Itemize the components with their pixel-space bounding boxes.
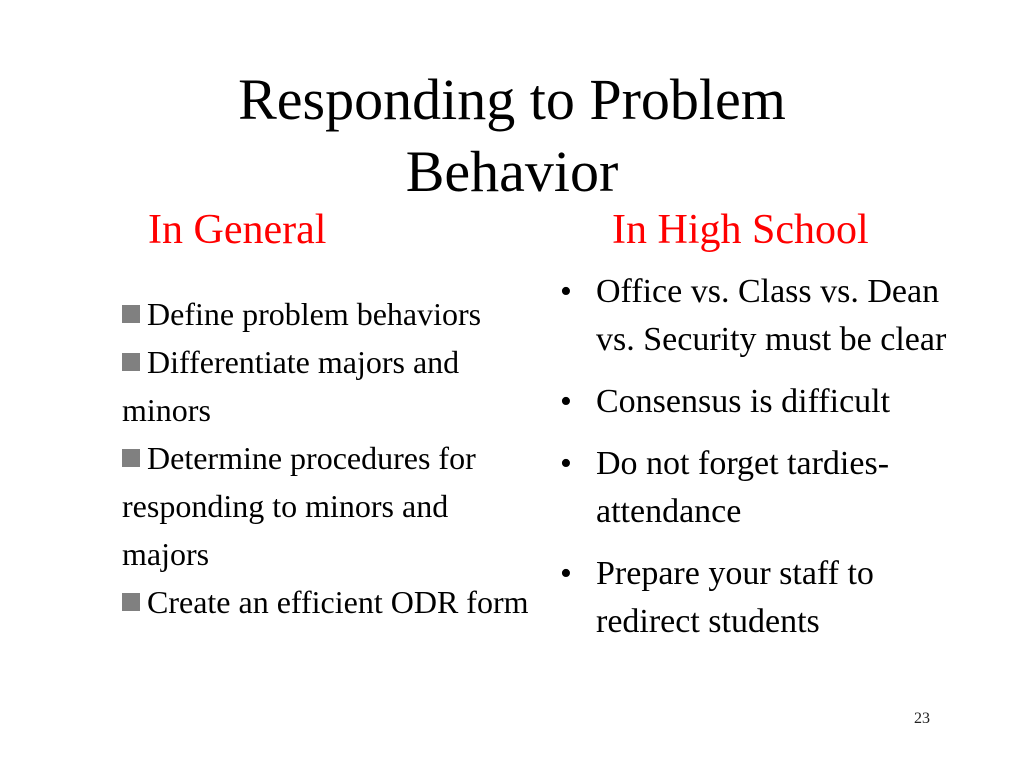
round-bullet-icon: • — [560, 445, 572, 482]
square-bullet-icon — [122, 305, 140, 323]
slide-title-line-1: Responding to Problem — [238, 67, 786, 132]
list-item-text: Do not forget tardies- attendance — [596, 445, 890, 530]
round-bullet-icon: • — [560, 383, 572, 420]
list-item — [560, 440, 960, 536]
slide-title — [0, 64, 1024, 208]
list-item — [122, 290, 532, 338]
slide-number: 23 — [914, 710, 930, 727]
left-column-heading: In General — [148, 207, 327, 253]
list-item-text: Differentiate majors and minors — [122, 344, 460, 428]
list-item — [122, 338, 532, 434]
list-item-text: Define problem behaviors — [147, 296, 482, 332]
list-item-text: Consensus is difficult — [596, 383, 891, 420]
list-item-text: Determine procedures for responding to minors and majors — [122, 440, 476, 572]
square-bullet-icon — [122, 449, 140, 467]
list-item-text: Create an efficient ODR form — [147, 584, 529, 620]
square-bullet-icon — [122, 353, 140, 371]
slide-title-line-2: Behavior — [405, 139, 619, 204]
square-bullet-icon — [122, 593, 140, 611]
list-item — [560, 378, 960, 426]
right-column-heading: In High School — [612, 207, 869, 253]
list-item — [560, 268, 960, 364]
high-school-bullet-list — [560, 268, 960, 660]
list-item-text: Office vs. Class vs. Dean vs. Security must be clear — [596, 273, 947, 358]
list-item — [122, 578, 532, 626]
general-bullet-list — [122, 290, 532, 626]
round-bullet-icon: • — [560, 273, 572, 310]
list-item — [560, 550, 960, 646]
list-item — [122, 434, 532, 578]
list-item-text: Prepare your staff to redirect students — [596, 555, 874, 640]
round-bullet-icon: • — [560, 555, 572, 592]
